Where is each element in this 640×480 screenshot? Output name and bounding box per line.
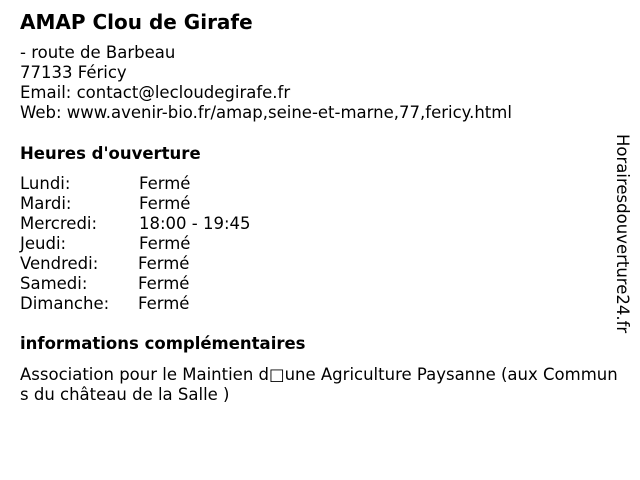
page-title: AMAP Clou de Girafe xyxy=(20,10,253,34)
hours-row-saturday xyxy=(20,274,251,294)
day-hours: Fermé xyxy=(138,274,190,293)
site-watermark: Horairesdouverture24.fr xyxy=(613,134,632,334)
hours-row-monday xyxy=(20,174,251,194)
day-hours: 18:00 - 19:45 xyxy=(139,214,251,233)
day-label: Dimanche: xyxy=(20,294,110,313)
email-line: Email: contact@lecloudegirafe.fr xyxy=(20,83,291,102)
day-hours: Fermé xyxy=(138,294,190,313)
hours-row-friday xyxy=(20,254,251,274)
day-hours: Fermé xyxy=(139,194,191,213)
hours-row-sunday xyxy=(20,294,251,314)
hours-row-tuesday xyxy=(20,194,251,214)
web-line: Web: www.avenir-bio.fr/amap,seine-et-marne,77,fericy.html xyxy=(20,103,512,122)
street-address: - route de Barbeau xyxy=(20,43,176,62)
day-hours: Fermé xyxy=(139,174,191,193)
day-label: Mardi: xyxy=(20,194,72,213)
day-label: Jeudi: xyxy=(20,234,67,253)
hours-row-wednesday xyxy=(20,214,251,234)
day-hours: Fermé xyxy=(139,234,191,253)
day-label: Samedi: xyxy=(20,274,88,293)
day-label: Mercredi: xyxy=(20,214,98,233)
day-label: Lundi: xyxy=(20,174,71,193)
info-heading: informations complémentaires xyxy=(20,334,306,353)
day-hours: Fermé xyxy=(138,254,190,273)
hours-row-thursday xyxy=(20,234,251,254)
description-text: Association pour le Maintien d□une Agriculture Paysanne (aux Communs du château de la Salle ) xyxy=(20,365,618,404)
hours-table xyxy=(20,174,251,314)
city-postal: 77133 Féricy xyxy=(20,63,127,82)
address-block xyxy=(20,43,512,123)
hours-heading: Heures d'ouverture xyxy=(20,144,201,163)
day-label: Vendredi: xyxy=(20,254,99,273)
